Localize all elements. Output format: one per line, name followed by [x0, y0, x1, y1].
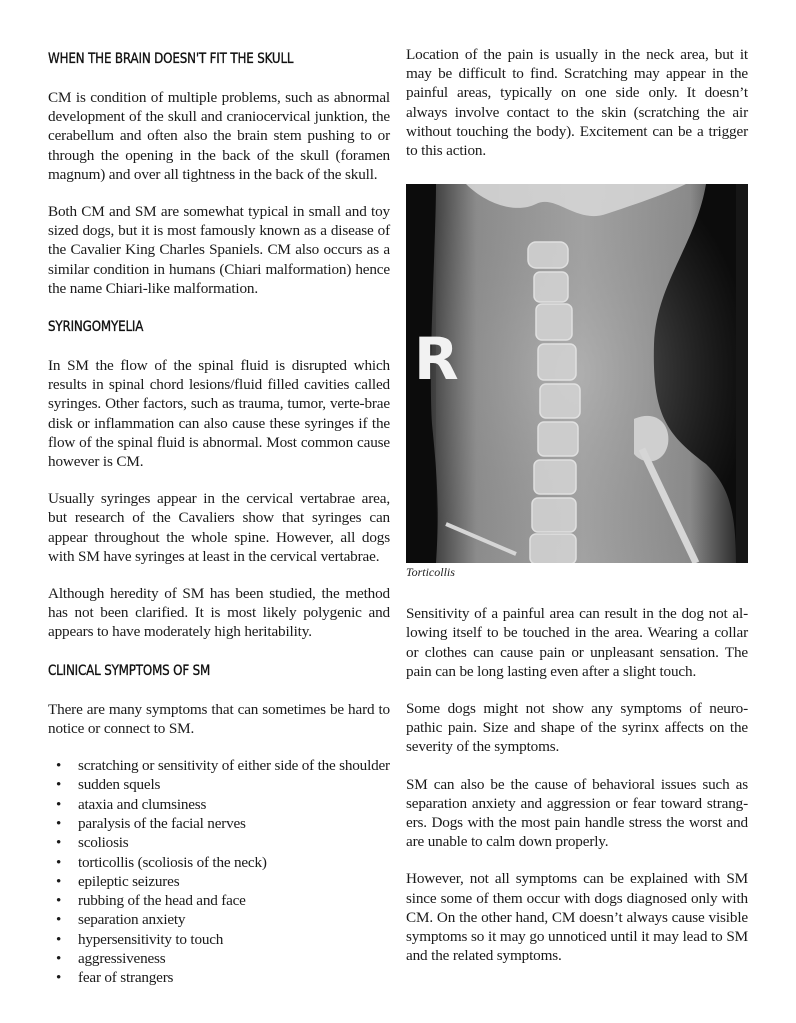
list-item — [48, 853, 393, 872]
right-column — [406, 0, 748, 965]
symptom-text: scratching or sensitivity of either side of the shoulder — [78, 757, 390, 775]
paragraph-heredity: Although heredity of SM has been studied, the method has not been clarified. It is most likely polygenic and appears to have moderately high heritability. — [48, 585, 390, 641]
list-item — [48, 968, 393, 987]
bullet-icon: • — [56, 834, 62, 852]
paragraph-behavioral: SM can also be the cause of behavioral issues such as separation anxiety and aggression or fear toward strang-ers. Dogs with the most pain handle stress the worst and are unable to calm down properly. — [406, 775, 748, 851]
paragraph-explanation: However, not all symptoms can be explained with SM since some of them occur with dogs diagnosed only with CM. On the other hand, CM doesn’t always cause visible symptoms so it may go unnoticed until it may lead to SM and the related symptoms. — [406, 870, 748, 965]
symptom-text: scoliosis — [78, 834, 129, 852]
list-item — [48, 949, 393, 968]
bullet-icon: • — [56, 872, 62, 890]
heading-brain-skull: WHEN THE BRAIN DOESN'T FIT THE SKULL — [48, 51, 294, 67]
list-item — [48, 795, 393, 814]
symptom-text: epileptic seizures — [78, 872, 180, 890]
paragraph-breeds: Both CM and SM are somewhat typical in small and toy sized dogs, but it is most famously known as a disease of the Cavalier King Charles Spaniels. CM also occurs as a similar condition in humans (Chiari malformation) hence the name Chiari-like malformation. — [48, 203, 390, 297]
bullet-icon: • — [56, 950, 62, 968]
list-item — [48, 872, 393, 891]
bullet-icon: • — [56, 795, 62, 813]
list-item — [48, 833, 393, 852]
bullet-icon: • — [56, 814, 62, 832]
paragraph-sensitivity: Sensitivity of a painful area can result in the dog not al-lowing itself to be touched in the area. Wearing a collar or clothes can cause pain or unpleasant sensation. The pain can be long lasting even after a slight touch. — [406, 605, 748, 680]
paragraph-symptoms-intro: There are many symptoms that can sometimes be hard to notice or connect to SM. — [48, 700, 390, 737]
list-item — [48, 930, 393, 949]
bullet-icon: • — [56, 892, 62, 910]
paragraph-syringe-location: Usually syringes appear in the cervical vertabrae area, but research of the Cavaliers show that syringes can appear throughout the whole spine. However, all dogs with SM have syringes at least in the cervical vertabrae. — [48, 490, 390, 565]
heading-clinical-symptoms: CLINICAL SYMPTOMS OF SM — [48, 662, 211, 679]
paragraph-cm-definition: CM is condition of multiple problems, such as abnormal development of the skull and craniocervical junktion, the cerabellum and often also the brain stem pushing to or through the opening in the back of the skull (foramen magnum) and over all tightness in the back of the skull. — [48, 89, 390, 183]
xray-illustration — [406, 184, 748, 563]
list-item — [48, 891, 393, 910]
bullet-icon: • — [56, 757, 62, 775]
symptom-text: hypersensitivity to touch — [78, 930, 224, 948]
xray-image — [406, 184, 748, 563]
bullet-icon: • — [56, 776, 62, 794]
symptom-text: fear of strangers — [78, 969, 174, 987]
symptom-text: aggressiveness — [78, 950, 166, 968]
symptom-text: torticollis (scoliosis of the neck) — [78, 853, 267, 871]
left-column — [48, 0, 390, 988]
bullet-icon: • — [56, 853, 62, 871]
heading-syringomyelia: SYRINGOMYELIA — [48, 319, 144, 336]
symptom-text: separation anxiety — [78, 911, 186, 929]
bullet-icon: • — [56, 969, 62, 987]
bullet-icon: • — [56, 930, 62, 948]
symptom-text: rubbing of the head and face — [78, 892, 246, 910]
list-item — [48, 910, 393, 929]
symptom-list — [48, 756, 393, 988]
xray-marker-r: R — [414, 325, 459, 394]
paragraph-no-symptoms: Some dogs might not show any symptoms of neuro-pathic pain. Size and shape of the syrinx affects on the severity of the symptoms. — [406, 700, 748, 756]
symptom-text: ataxia and clumsiness — [78, 795, 207, 813]
list-item — [48, 775, 393, 794]
bullet-icon: • — [56, 911, 62, 929]
symptom-text: paralysis of the facial nerves — [78, 814, 246, 832]
paragraph-sm-definition: In SM the flow of the spinal fluid is disrupted which results in spinal chord lesions/fluid filled cavities called syringes. Other factors, such as trauma, tumor, verte-brae disk or inflammation can also cause these syringes if the flow of the spinal fluid is abnormal. Most common cause however is CM. — [48, 357, 390, 471]
symptom-text: sudden squels — [78, 776, 161, 794]
paragraph-pain-location: Location of the pain is usually in the neck area, but it may be difficult to find. Scratching may appear in the painful areas, typically on one side only. It doesn’t always involve contact to the skin (scratching the air without touching the body). Excitement can be a trigger to this action. — [406, 46, 748, 160]
list-item — [48, 756, 393, 775]
list-item — [48, 814, 393, 833]
figure-caption: Torticollis — [406, 565, 455, 580]
